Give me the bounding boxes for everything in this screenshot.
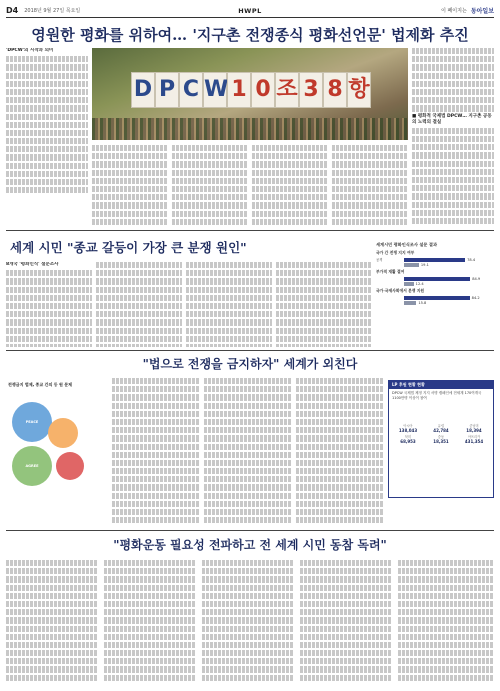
agree-label: AGREE xyxy=(25,464,39,468)
diagram-circle xyxy=(56,452,84,480)
chart-bar-value: 15.8 xyxy=(418,300,427,305)
hero-photo xyxy=(92,48,408,140)
sponsor-note: 이 페이지는 xyxy=(441,8,467,14)
chart-bar xyxy=(404,263,419,267)
stat-cell xyxy=(458,423,490,433)
page-number: D4 xyxy=(6,6,19,15)
banner-letter: 8 xyxy=(324,73,346,107)
article-column xyxy=(6,48,88,198)
article-column xyxy=(296,378,384,528)
chart-bar-value: 84.2 xyxy=(471,295,480,300)
stat-value: 431,354 xyxy=(464,439,484,444)
article-column xyxy=(332,145,408,225)
stat-value: 18,394 xyxy=(466,428,482,433)
stat-value: 138,043 xyxy=(398,428,418,433)
crowd-image xyxy=(92,118,408,140)
stat-label: 중남미 xyxy=(469,424,479,428)
article-column xyxy=(204,378,292,528)
stat-label: 중동 xyxy=(437,435,445,439)
third-headline: "법으로 전쟁을 금지하자" 세계가 외친다 xyxy=(142,357,358,371)
chart-row xyxy=(376,300,494,305)
stat-cell xyxy=(425,434,457,444)
stats-grid xyxy=(389,421,493,446)
chart-bar-value: 12.4 xyxy=(415,281,424,286)
chart-row xyxy=(376,262,494,267)
stat-cell xyxy=(392,434,424,444)
chart-group xyxy=(376,288,494,305)
diagram-title: 전쟁금지 법제, 종교 간의 등 원 문제 xyxy=(8,382,72,387)
article-column xyxy=(104,560,196,685)
chart-group-label: 국가 간 전쟁 지지 여부 xyxy=(376,250,415,255)
article-column xyxy=(112,378,200,528)
article-column xyxy=(398,560,494,685)
survey-chart xyxy=(376,242,494,322)
article-column xyxy=(252,145,328,225)
chart-bar xyxy=(404,277,470,281)
stat-value: 68,953 xyxy=(400,439,416,444)
paper-logo: 동아일보 xyxy=(470,8,494,15)
column-subhead: 8개국 '평화인식' 설문조사 xyxy=(6,262,59,267)
chart-group-label: 국가·국제사회에서 분쟁 지원 xyxy=(376,288,425,293)
banner-letter: 0 xyxy=(252,73,274,107)
issue-date: 2018년 9월 27일 목요일 xyxy=(24,8,81,14)
banner-letter: 3 xyxy=(300,73,322,107)
chart-bar-value: 78.4 xyxy=(467,257,476,262)
stat-cell xyxy=(458,434,490,444)
stat-cell xyxy=(392,423,424,433)
infobox-title: LP 후원 현황 현황 xyxy=(389,381,493,389)
stat-label: 유럽 xyxy=(437,424,445,428)
chart-bar-value: 84.9 xyxy=(472,276,481,281)
peace-label: PEACE xyxy=(25,420,39,424)
peace-circle xyxy=(12,402,52,442)
banner-letter: 항 xyxy=(348,73,370,107)
masthead-right xyxy=(441,6,494,15)
stat-value: 18,351 xyxy=(433,439,449,444)
chart-title: 세계시민 평화인식조사 설문 결과 xyxy=(376,242,438,247)
chart-bar xyxy=(404,296,470,300)
top-headline: 영원한 평화를 위하여… '지구촌 전쟁종식 평화선언문' 법제화 추진 xyxy=(31,26,469,44)
stat-value: 42,784 xyxy=(433,428,449,433)
chart-group xyxy=(376,269,494,286)
banner-letter: D xyxy=(132,73,154,107)
dpcw-banner xyxy=(116,64,386,116)
article-column xyxy=(6,560,98,685)
section-divider xyxy=(6,230,494,231)
chart-bar-value: 19.1 xyxy=(420,262,429,267)
chart-bar xyxy=(404,301,416,305)
banner-letter: W xyxy=(204,73,226,107)
signature-stats-box xyxy=(388,380,494,498)
stat-label: 아프리카 xyxy=(467,435,481,439)
article-column xyxy=(172,145,248,225)
infobox-body: DPCW 국제법 제정 지지 서명 캠페인에 전세계 170여개국 1100만명 이상이 참여 xyxy=(392,391,482,400)
article-column xyxy=(96,262,182,347)
masthead xyxy=(6,4,494,18)
chart-row-label: 공격 xyxy=(376,258,383,262)
second-headline: 세계 시민 "종교 갈등이 가장 큰 분쟁 원인" xyxy=(10,240,247,255)
article-column xyxy=(202,560,294,685)
agree-circle xyxy=(12,446,52,486)
fourth-headline: "평화운동 필요성 전파하고 전 세계 시민 동참 독려" xyxy=(113,538,387,552)
banner-letter: C xyxy=(180,73,202,107)
chart-row xyxy=(376,281,494,286)
section-title: HWPL xyxy=(238,6,262,15)
chart-bar xyxy=(404,282,414,286)
article-column xyxy=(6,262,92,347)
article-column xyxy=(412,48,494,226)
chart-group xyxy=(376,250,494,267)
article-column xyxy=(300,560,392,685)
diagram-circle xyxy=(48,418,78,448)
section-divider xyxy=(6,530,494,531)
banner-letter: 조 xyxy=(276,73,298,107)
stat-label: 아시아 xyxy=(403,424,413,428)
diagram xyxy=(8,382,108,492)
banner-letter: P xyxy=(156,73,178,107)
chart-bar xyxy=(404,258,465,262)
chart-group-label: 부가적 재활 결여 xyxy=(376,269,405,274)
article-column xyxy=(186,262,272,347)
column-subhead: 'DPCW'의 시작과 의미 xyxy=(6,48,54,53)
banner-letter: 1 xyxy=(228,73,250,107)
stat-label: 북미 xyxy=(404,435,412,439)
stat-cell xyxy=(425,423,457,433)
article-column xyxy=(276,262,372,347)
column-subhead: ■ 평화적 국제법 DPCW… 지구촌 공동의 노력의 결실 xyxy=(412,113,492,125)
section-divider xyxy=(6,350,494,351)
article-column xyxy=(92,145,168,225)
